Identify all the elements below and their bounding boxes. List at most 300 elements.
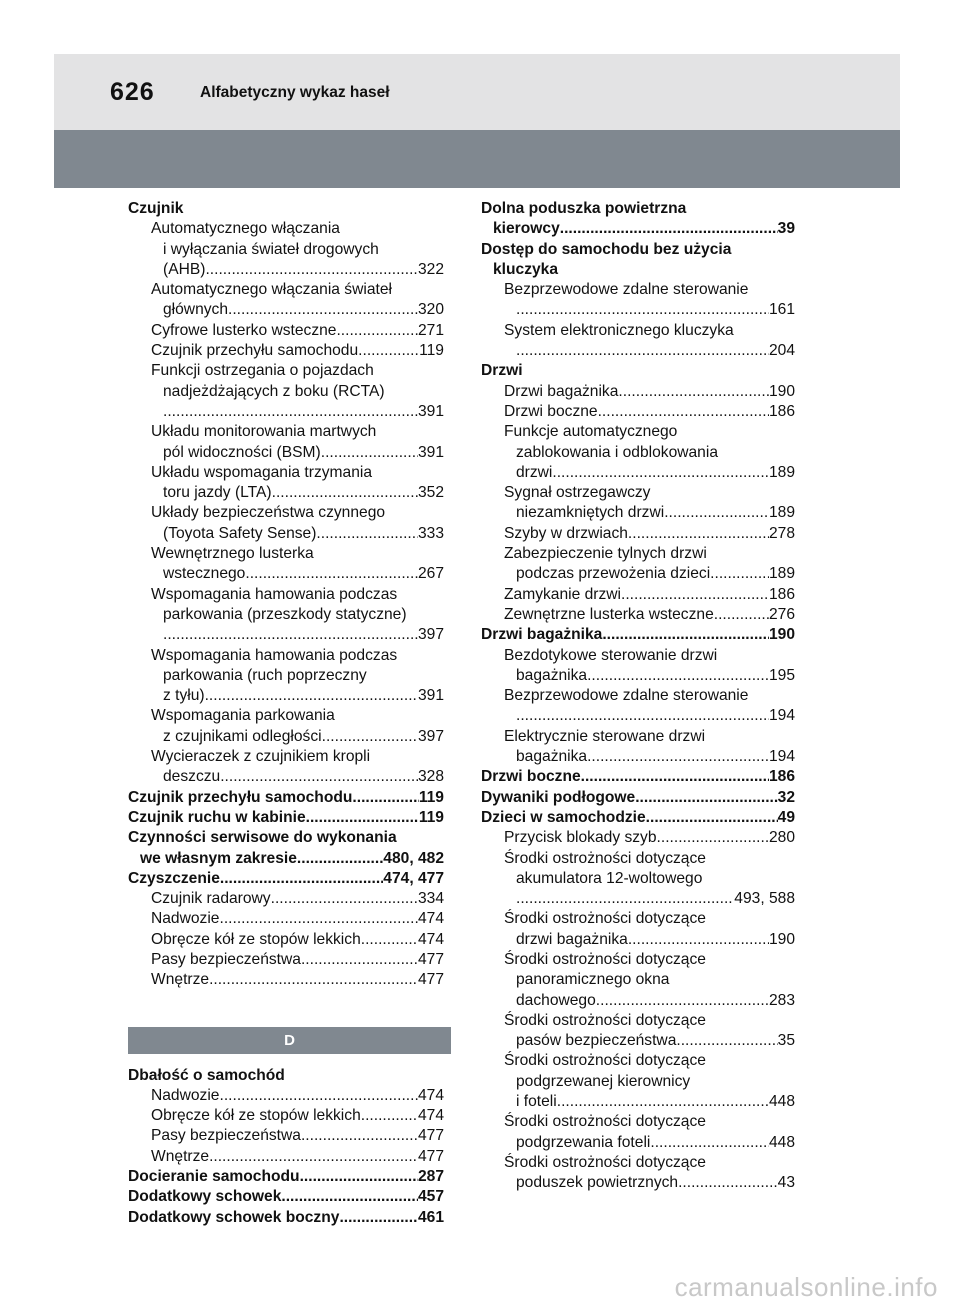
index-term: Środki ostrożności dotyczące (504, 950, 706, 968)
index-line (128, 706, 444, 726)
index-subentry (481, 950, 795, 1011)
index-term: Układu monitorowania martwych (151, 423, 377, 441)
page-reference: 352 (417, 484, 444, 502)
index-subentry (128, 321, 444, 341)
dot-leader (361, 930, 418, 950)
index-term: Środki ostrożności dotyczące (504, 1052, 706, 1070)
index-term: z czujnikami odległości (163, 727, 322, 745)
index-term: podczas przewożenia dzieci (516, 565, 711, 583)
index-line (128, 1066, 444, 1086)
index-term: Pasy bezpieczeństwa (151, 950, 301, 968)
index-line (128, 1106, 444, 1126)
index-line (481, 625, 795, 645)
index-subentry (128, 1147, 444, 1167)
index-term: Docieranie samochodu (128, 1168, 300, 1186)
index-term: zablokowania i odblokowania (516, 443, 718, 461)
index-line (128, 341, 444, 361)
index-subentry (128, 970, 444, 990)
index-line (481, 909, 795, 929)
index-heading (128, 1167, 444, 1187)
index-heading (481, 199, 795, 240)
dot-leader (581, 767, 769, 787)
index-term: bagażnika (516, 666, 588, 684)
index-subentry (481, 483, 795, 524)
index-subentry (481, 1112, 795, 1153)
index-subentry (128, 1126, 444, 1146)
dot-leader (587, 747, 769, 767)
index-line (481, 646, 795, 666)
index-line (481, 991, 795, 1011)
index-line (128, 544, 444, 564)
index-line (128, 564, 444, 584)
index-line (481, 1173, 795, 1193)
page-reference: 457 (417, 1188, 444, 1206)
index-term: wstecznego (163, 565, 246, 583)
index-subentry (481, 646, 795, 687)
index-heading (128, 788, 444, 808)
page-reference: 190 (768, 382, 795, 400)
dot-leader (209, 970, 418, 990)
index-term: Obręcze kół ze stopów lekkich (151, 930, 361, 948)
index-term: Nadwozie (151, 1086, 220, 1104)
dot-leader (676, 1031, 777, 1051)
index-term: Czyszczenie (128, 869, 220, 887)
index-subentry (128, 889, 444, 909)
dot-leader (301, 950, 418, 970)
index-heading (481, 788, 795, 808)
index-line (481, 849, 795, 869)
index-column-right (481, 199, 795, 1194)
page-reference: 271 (417, 321, 444, 339)
index-subentry (481, 686, 795, 727)
dot-leader (516, 889, 734, 909)
page-reference: 119 (419, 342, 444, 360)
page-reference: 161 (768, 301, 795, 319)
index-term: Drzwi bagażnika (481, 626, 603, 644)
dot-leader (301, 1126, 418, 1146)
index-line (481, 280, 795, 300)
dot-leader (664, 503, 769, 523)
index-subentry (481, 382, 795, 402)
dot-leader (300, 1167, 418, 1187)
index-line (481, 503, 795, 523)
dot-leader (209, 1147, 418, 1167)
dot-leader (245, 564, 418, 584)
page-reference: 189 (768, 565, 795, 583)
index-term: Automatycznego włączania świateł (151, 281, 392, 299)
index-line (128, 260, 444, 280)
index-term: toru jazdy (LTA) (163, 484, 272, 502)
index-heading (481, 361, 795, 381)
index-line (128, 625, 444, 645)
index-term: Wspomagania hamowania podczas (151, 585, 398, 603)
index-term: panoramicznego okna (516, 971, 670, 989)
index-term: Czujnik radarowy (151, 890, 271, 908)
index-subentry (128, 341, 444, 361)
index-term: Nadwozie (151, 910, 220, 928)
dot-leader (516, 706, 769, 726)
page-reference: 474 (417, 910, 444, 928)
index-term: Wycieraczek z czujnikiem kropli (151, 748, 371, 766)
dot-leader (618, 382, 769, 402)
index-line (481, 808, 795, 828)
dot-leader (271, 889, 418, 909)
index-line (481, 686, 795, 706)
index-line (481, 970, 795, 990)
index-term: Środki ostrożności dotyczące (504, 849, 706, 867)
index-line (481, 889, 795, 909)
index-subentry (481, 909, 795, 950)
page-reference: 49 (777, 808, 795, 826)
page-reference: 474 (417, 930, 444, 948)
index-term: z tyłu) (163, 687, 205, 705)
index-line (481, 382, 795, 402)
index-line (481, 666, 795, 686)
index-line (128, 686, 444, 706)
page-reference: 397 (417, 626, 444, 644)
index-term: Funkcje automatycznego (504, 423, 678, 441)
dot-leader (219, 909, 417, 929)
index-line (128, 463, 444, 483)
page-reference: 391 (417, 443, 444, 461)
index-term: Dostęp do samochodu bez użycia (481, 240, 732, 258)
index-term: Drzwi boczne (481, 768, 581, 786)
page-reference: 119 (418, 788, 444, 806)
index-subentry (128, 463, 444, 504)
index-term: akumulatora 12-woltowego (516, 869, 703, 887)
index-line (128, 199, 444, 219)
dot-leader (321, 443, 418, 463)
index-term: (Toyota Safety Sense) (163, 524, 317, 542)
index-term: Dbałość o samochód (128, 1066, 285, 1084)
page-number: 626 (110, 78, 155, 106)
dot-leader (602, 625, 769, 645)
index-line (481, 605, 795, 625)
dot-leader (297, 849, 383, 869)
index-term: we własnym zakresie (140, 849, 297, 867)
index-line (481, 260, 795, 280)
index-line (481, 706, 795, 726)
index-term: Czynności serwisowe do wykonania (128, 829, 397, 847)
index-heading (128, 1187, 444, 1207)
index-line (481, 585, 795, 605)
dot-leader (339, 1208, 418, 1228)
page-reference: 189 (768, 463, 795, 481)
page-reference: 276 (768, 605, 795, 623)
index-term: Czujnik ruchu w kabinie (128, 808, 306, 826)
index-line (128, 1208, 444, 1228)
index-line (481, 1011, 795, 1031)
index-term: (AHB) (163, 260, 206, 278)
index-heading (128, 808, 444, 828)
index-term: kierowcy (493, 220, 560, 238)
index-line (481, 524, 795, 544)
page-reference: 204 (768, 342, 795, 360)
dot-leader (306, 808, 419, 828)
index-subentry (128, 1106, 444, 1126)
index-term: Dolna poduszka powietrzna (481, 200, 687, 217)
dot-leader (560, 219, 778, 239)
index-term: Zamykanie drzwi (504, 585, 621, 603)
page-reference: 194 (768, 748, 795, 766)
index-subentry (128, 706, 444, 747)
index-subentry (481, 1051, 795, 1112)
page-reference: 32 (777, 788, 795, 806)
index-line (128, 240, 444, 260)
index-term: Środki ostrożności dotyczące (504, 910, 706, 928)
index-line (128, 585, 444, 605)
index-subentry (128, 909, 444, 929)
index-subentry (481, 828, 795, 848)
index-term: Układu wspomagania trzymania (151, 463, 373, 481)
index-line (128, 503, 444, 523)
index-line (128, 483, 444, 503)
index-term: Układy bezpieczeństwa czynnego (151, 504, 386, 522)
index-line (481, 1133, 795, 1153)
index-line (128, 300, 444, 320)
index-term: Przycisk blokady szyb (504, 829, 657, 847)
dot-leader (516, 300, 769, 320)
index-term: Sygnał ostrzegawczy (504, 484, 651, 502)
page-reference: 474 (417, 1107, 444, 1125)
page-reference: 186 (768, 768, 795, 786)
page-reference: 477 (417, 950, 444, 968)
index-line (481, 219, 795, 239)
index-line (128, 321, 444, 341)
index-line (481, 402, 795, 422)
index-line (481, 930, 795, 950)
index-heading (481, 240, 795, 281)
index-line (481, 1072, 795, 1092)
dot-leader (316, 524, 418, 544)
dot-leader (163, 402, 418, 422)
index-heading (128, 869, 444, 889)
index-line (481, 1112, 795, 1132)
index-term: deszczu (163, 768, 221, 786)
index-term: System elektronicznego kluczyka (504, 321, 734, 339)
dot-leader (596, 991, 769, 1011)
index-line (128, 788, 444, 808)
page-reference: 480, 482 (383, 849, 444, 867)
index-term: parkowania (przeszkody statyczne) (163, 605, 407, 623)
index-term: niezamkniętych drzwi (516, 504, 665, 522)
index-line (128, 747, 444, 767)
index-subentry (481, 280, 795, 321)
index-subentry (128, 422, 444, 463)
index-subentry (128, 747, 444, 788)
page-reference: 189 (768, 504, 795, 522)
index-term: drzwi bagażnika (516, 930, 628, 948)
dot-leader (228, 300, 418, 320)
index-term: Bezprzewodowe zdalne sterowanie (504, 687, 749, 705)
page-reference: 477 (417, 971, 444, 989)
index-term: Zabezpieczenie tylnych drzwi (504, 545, 707, 563)
index-subentry (481, 605, 795, 625)
index-line (481, 727, 795, 747)
index-term: drzwi (516, 463, 553, 481)
index-term: nadjeżdżających z boku (RCTA) (163, 382, 385, 400)
index-heading (128, 828, 444, 869)
page-reference: 461 (417, 1208, 444, 1226)
page-reference: 391 (417, 687, 444, 705)
index-line (128, 970, 444, 990)
index-term: Środki ostrożności dotyczące (504, 1011, 706, 1029)
index-subentry (481, 422, 795, 483)
dot-leader (621, 585, 769, 605)
dot-leader (552, 463, 769, 483)
index-line (128, 361, 444, 381)
index-heading (128, 199, 444, 219)
index-line (481, 422, 795, 442)
index-line (128, 443, 444, 463)
index-subentry (481, 849, 795, 910)
dot-leader (678, 1173, 778, 1193)
dot-leader (557, 1092, 769, 1112)
page-reference: 477 (417, 1127, 444, 1145)
dot-leader (205, 686, 418, 706)
index-line (481, 1031, 795, 1051)
index-term: Drzwi (481, 362, 523, 380)
index-term: pasów bezpieczeństwa (516, 1032, 677, 1050)
page-reference: 322 (417, 260, 444, 278)
index-line (128, 869, 444, 889)
index-term: Automatycznego włączania (151, 220, 340, 238)
index-subentry (128, 646, 444, 707)
index-term: Czujnik przechyłu samochodu (128, 788, 353, 806)
dot-leader (352, 788, 418, 808)
index-line (481, 1092, 795, 1112)
index-term: Wnętrze (151, 971, 210, 989)
page-reference: 474, 477 (383, 869, 444, 887)
index-term: i foteli (516, 1093, 557, 1111)
index-line (128, 1147, 444, 1167)
index-term: Wspomagania parkowania (151, 707, 335, 725)
index-line (481, 361, 795, 381)
index-heading (481, 625, 795, 645)
index-line (481, 341, 795, 361)
page-reference: 190 (768, 626, 795, 644)
page-reference: 194 (768, 707, 795, 725)
index-term: Dzieci w samochodzie (481, 808, 646, 826)
index-line (481, 828, 795, 848)
index-line (128, 646, 444, 666)
dot-leader (710, 564, 769, 584)
index-subentry (481, 524, 795, 544)
index-term: Czujnik przechyłu samochodu (151, 342, 359, 360)
index-line (128, 666, 444, 686)
dot-leader (336, 321, 418, 341)
index-line (481, 240, 795, 260)
page-reference: 280 (768, 829, 795, 847)
page-reference: 493, 588 (734, 890, 795, 908)
index-line (128, 849, 444, 869)
index-term: podgrzewania foteli (516, 1133, 651, 1151)
index-subentry (481, 585, 795, 605)
index-subentry (128, 930, 444, 950)
page-reference: 287 (417, 1168, 444, 1186)
page-reference: 195 (768, 666, 795, 684)
index-line (128, 1086, 444, 1106)
index-term: Obręcze kół ze stopów lekkich (151, 1107, 361, 1125)
index-term: Elektrycznie sterowane drzwi (504, 727, 706, 745)
dot-leader (322, 727, 418, 747)
index-term: Bezdotykowe sterowanie drzwi (504, 646, 718, 664)
page-reference: 278 (768, 524, 795, 542)
dot-leader (650, 1133, 769, 1153)
index-line (128, 1126, 444, 1146)
page-reference: 448 (768, 1133, 795, 1151)
dot-leader (358, 341, 419, 361)
index-column-left (128, 199, 444, 1228)
page-reference: 334 (417, 890, 444, 908)
index-term: Dywaniki podłogowe (481, 788, 636, 806)
index-line (128, 422, 444, 442)
index-subentry (128, 1086, 444, 1106)
dot-leader (163, 625, 418, 645)
index-line (128, 219, 444, 239)
index-line (128, 280, 444, 300)
index-subentry (481, 1011, 795, 1052)
index-line (128, 909, 444, 929)
index-line (481, 767, 795, 787)
index-term: kluczyka (493, 260, 559, 278)
index-term: Drzwi boczne (504, 402, 598, 420)
page-reference: 283 (768, 991, 795, 1009)
index-line (481, 869, 795, 889)
index-line (128, 382, 444, 402)
index-term: Pasy bezpieczeństwa (151, 1127, 301, 1145)
page-reference: 267 (417, 565, 444, 583)
index-subentry (128, 544, 444, 585)
index-term: dachowego (516, 991, 596, 1009)
index-term: Dodatkowy schowek (128, 1188, 282, 1206)
header-band (54, 130, 900, 188)
page-reference: 39 (777, 220, 795, 238)
page-title: Alfabetyczny wykaz haseł (200, 84, 390, 101)
section-letter-bar: D (128, 1027, 451, 1054)
index-line (481, 950, 795, 970)
dot-leader (516, 341, 769, 361)
index-term: Cyfrowe lusterko wsteczne (151, 321, 337, 339)
index-term: Środki ostrożności dotyczące (504, 1113, 706, 1131)
index-heading (481, 767, 795, 787)
index-line (481, 747, 795, 767)
index-term: Drzwi bagażnika (504, 382, 619, 400)
index-term: pól widoczności (BSM) (163, 443, 321, 461)
page-reference: 186 (768, 402, 795, 420)
index-subentry (128, 280, 444, 321)
index-subentry (128, 950, 444, 970)
index-term: Wnętrze (151, 1147, 210, 1165)
page-reference: 391 (417, 402, 444, 420)
section-spacer (128, 991, 444, 1027)
dot-leader (272, 483, 418, 503)
index-line (481, 544, 795, 564)
header-bar (54, 54, 900, 130)
index-line (128, 950, 444, 970)
index-line (128, 524, 444, 544)
index-line (128, 889, 444, 909)
dot-leader (635, 788, 777, 808)
page-reference: 448 (768, 1093, 795, 1111)
index-line (481, 1051, 795, 1071)
index-subentry (481, 1153, 795, 1194)
page-reference: 333 (417, 524, 444, 542)
index-heading (128, 1066, 444, 1086)
page-reference: 35 (777, 1032, 795, 1050)
index-term: Funkcji ostrzegania o pojazdach (151, 362, 374, 380)
dot-leader (219, 1086, 417, 1106)
